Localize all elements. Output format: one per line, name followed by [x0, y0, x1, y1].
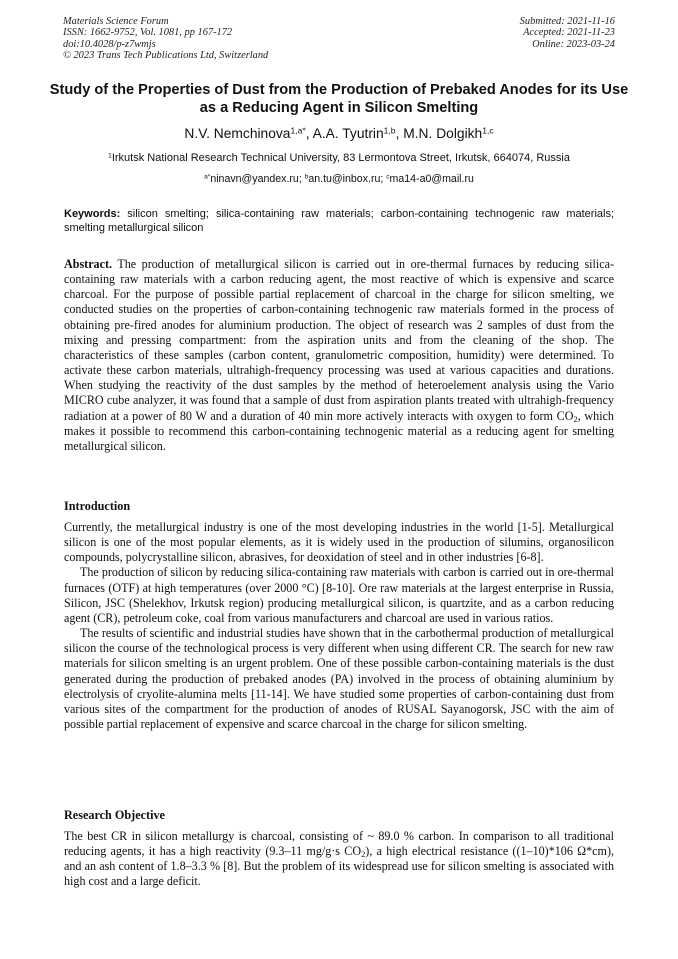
research-objective-heading: Research Objective: [64, 808, 165, 822]
abstract-label: Abstract.: [64, 257, 113, 271]
journal-name: Materials Science Forum: [63, 16, 169, 27]
author: N.V. Nemchinova$^{1,a*}$,: [184, 125, 313, 141]
email: $^{a*}$ninavn@yandex.ru;: [204, 173, 305, 185]
paragraph: Currently, the metallurgical industry is one of the most developing industries in the world [1-5]. Metallurgical silicon is one of the most popular elements, as it is widely used in the production of silumins, organosilicon compounds, polycrystalline silicon, abrasives, for deoxidation of steel and in other industries [6-8].: [64, 520, 614, 565]
keywords-label: Keywords:: [64, 208, 121, 220]
submitted-date: Submitted: 2021-11-16: [519, 16, 615, 27]
abstract: Abstract. The production of metallurgical silicon is carried out in ore-thermal furnaces by reducing silica-containing raw materials with a carbon reducing agent, the most reactive of which is expensive and scarce charcoal. For the purpose of possible partial replacement of charcoal in the charge for silicon smelting, we conducted studies on the properties of carbon-containing technogenic raw materials formed in the process of obtaining pre-fired anodes for aluminium production. The object of research was 2 samples of dust from the mixing and pressing compartment: from the aspiration units and from the cleaning of the shop. The characteristics of these samples (carbon content, granulometric composition, humidity) were determined. To activate these carbon materials, ultrahigh-frequency processing was used at various capacities and durations. When studying the reactivity of the dust samples by the method of heteroelement analysis using the Vario MICRO cube analyzer, it was found that a sample of dust from aspiration plants treated with ultrahigh-frequency radiation at a power of 80 W and a duration of 40 min more actively interacts with oxygen to form $CO_2$, which makes it possible to recommend this carbon-containing technogenic material as a reducing agent for smelting metallurgical silicon.: [64, 257, 615, 453]
affiliation: $^1$Irkutsk National Research Technical University, 83 Lermontova Street, Irkutsk, 664074, Russia: [108, 152, 570, 164]
author: A.A. Tyutrin$^{1,b}$,: [312, 125, 404, 141]
author-list: [40, 125, 638, 142]
doi: doi:10.4028/p-z7wmjs: [63, 38, 156, 50]
keywords-text: silicon smelting; silica-containing raw materials; carbon-containing technogenic raw materials; smelting metallurgical silicon: [64, 208, 615, 235]
introduction-body: [64, 520, 614, 732]
keywords: [64, 207, 614, 236]
abstract-text: The production of metallurgical silicon is carried out in ore-thermal furnaces by reducing silica-containing raw materials with a carbon reducing agent, the most reactive of which is expensive and scarce charcoal. For the purpose of possible partial replacement of charcoal in the charge for silicon smelting, we conducted studies on the properties of carbon-containing technogenic raw materials formed in the process of obtaining pre-fired anodes for aluminium production. The object of research was 2 samples of dust from the mixing and pressing compartment: from the aspiration units and from the cleaning of the shop. The characteristics of these samples (carbon content, granulometric composition, humidity) were determined. To activate these carbon materials, ultrahigh-frequency processing was used at various capacities and durations. When studying the reactivity of the dust samples by the method of heteroelement analysis using the Vario MICRO cube analyzer, it was found that a sample of dust from aspiration plants treated with ultrahigh-frequency radiation at a power of 80 W and a duration of 40 min more actively interacts with oxygen to form CO: [64, 257, 615, 423]
issn: ISSN: 1662-9752, Vol. 1081, pp 167-172: [63, 27, 233, 39]
paper-title: Study of the Properties of Dust from the Production of Prebaked Anodes for its Use as a Reducing Agent in Silicon Smelting: [49, 82, 629, 116]
paragraph: The results of scientific and industrial studies have shown that in the carbothermal production of metallurgical silicon the course of the technological process is very different when using different CR. The search for new raw materials for silicon smelting is an urgent problem. One of these possible carbon-containing materials is the dust generated during the production of prebaked anodes (PA) involved in the process of obtaining aluminium by electrolysis of cryolite-alumina melts [11-14]. We have studied some properties of carbon-containing dust from various sites of the compartment for the production of anodes of RUSAL Sayanogorsk, JSC with the aim of possible partial replacement of expensive and scarce charcoal in the charge for silicon smelting.: [64, 626, 614, 732]
author: M.N. Dolgikh$^{1,c}$: [403, 125, 494, 141]
research-objective-body: [64, 829, 614, 890]
journal-info: [63, 16, 268, 61]
email: $^b$an.tu@inbox.ru;: [304, 173, 387, 185]
email: $^c$ma14-a0@mail.ru: [386, 173, 474, 185]
introduction-heading: Introduction: [64, 499, 131, 513]
copyright: © 2023 Trans Tech Publications Ltd, Switzerland: [63, 49, 269, 61]
email-list: [40, 172, 638, 186]
paragraph: The production of silicon by reducing silica-containing raw materials with carbon is carried out in ore-thermal furnaces (OTF) at high temperatures (over 2000 °C) [8-10]. Ore raw materials at the largest enterprise in Russia, Silicon, JSC (Shelekhov, Irkutsk region) producing metallurgical silicon, is quartzite, and as a carbon reducing agent (CR), petroleum coke, coal from various manufacturers and charcoal are used in various ratios.: [64, 565, 614, 625]
paragraph: The best CR in silicon metallurgy is charcoal, consisting of ~ 89.0 % carbon. In comparison to all traditional reducing agents, it has a high reactivity (9.3–11 mg/g·s $CO_2$), a high electrical resistance ((1–10)*106 Ω*cm), and an ash content of 1.8–3.3 % [8]. But the problem of its widespread use for silicon smelting is associated with high cost and a large deficit.: [64, 829, 614, 889]
online-date: Online: 2023-03-24: [532, 38, 615, 50]
submission-dates: [520, 16, 615, 50]
accepted-date: Accepted: 2021-11-23: [523, 27, 615, 39]
